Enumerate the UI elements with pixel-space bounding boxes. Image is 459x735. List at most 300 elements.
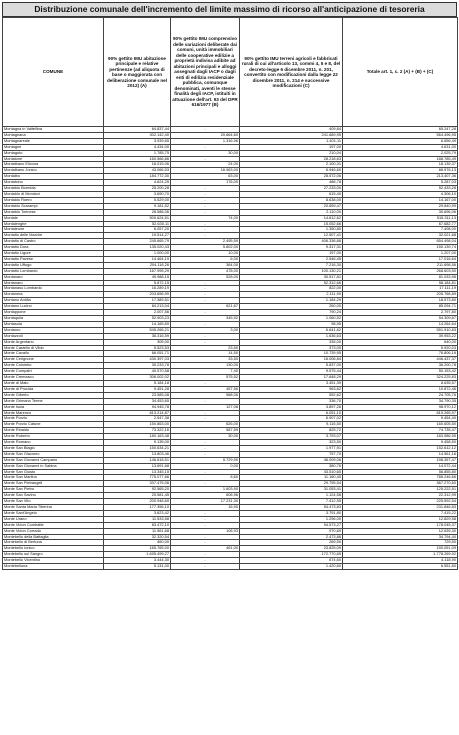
cell-col-c: 9.317,31 <box>240 245 343 251</box>
cell-totale: 54.309,67 <box>343 316 458 322</box>
cell-col-a: 306.002,02 <box>104 375 171 381</box>
cell-totale: 34.794,40 <box>343 534 458 540</box>
cell-comune: Montagna in Valtellina <box>3 127 104 133</box>
cell-totale: 551.910,83 <box>343 327 458 333</box>
cell-col-a: 11.533,58 <box>104 516 171 522</box>
cell-totale: 29.840,99 <box>343 203 458 209</box>
cell-totale: 654.498,04 <box>343 239 458 245</box>
cell-col-b: - <box>171 398 240 404</box>
cell-col-c: 1.296,00 <box>240 516 343 522</box>
cell-col-a: 203.656,99 <box>104 292 171 298</box>
cell-col-c: 210,04 <box>240 150 343 156</box>
cell-totale: 183.986,55 <box>343 434 458 440</box>
cell-col-a: 84.213,04 <box>104 304 171 310</box>
cell-comune: Montagnana <box>3 132 104 138</box>
cell-col-b: 478,00 <box>171 268 240 274</box>
cell-col-c: 8.638,00 <box>240 197 343 203</box>
cell-totale: 225.592,54 <box>343 499 458 505</box>
cell-col-a: 11.561,68 <box>104 528 171 534</box>
cell-comune: Montano Antilia <box>3 298 104 304</box>
cell-col-a: 9.181,52 <box>104 203 171 209</box>
cell-col-b: - <box>171 209 240 215</box>
cell-comune: Monte Porzio Catone <box>3 422 104 428</box>
cell-col-c: 790,24 <box>240 310 343 316</box>
cell-col-b: - <box>171 558 240 564</box>
cell-col-a: 73.322,16 <box>104 428 171 434</box>
cell-col-a: 305,00 <box>104 339 171 345</box>
cell-col-b: 63,00 <box>171 174 240 180</box>
cell-col-a: 40.570,58 <box>104 369 171 375</box>
cell-col-a: 184.772,30 <box>104 174 171 180</box>
cell-col-c: 757,70 <box>240 451 343 457</box>
cell-col-b: - <box>171 534 240 540</box>
cell-comune: Montalto Pavese <box>3 256 104 262</box>
cell-totale: 22.312,99 <box>343 493 458 499</box>
cell-col-c: 373,00 <box>240 345 343 351</box>
cell-comune: Monte Rinaldo <box>3 428 104 434</box>
cell-totale: 12.829,58 <box>343 516 458 522</box>
cell-col-c: 15.052,66 <box>240 221 343 227</box>
cell-comune: Montaione <box>3 156 104 162</box>
cell-totale: 188.785,49 <box>343 156 458 162</box>
cell-col-b: - <box>171 144 240 150</box>
cell-totale: 74.735,47 <box>343 428 458 434</box>
cell-col-c: 94.573,27 <box>240 522 343 528</box>
cell-col-c: 100.130,21 <box>240 268 343 274</box>
cell-col-b: - <box>171 469 240 475</box>
cell-totale: 4.118,90 <box>343 558 458 564</box>
cell-totale: 14.167,00 <box>343 197 458 203</box>
cell-col-a: 1.785,75 <box>104 150 171 156</box>
cell-col-a: 165.765,00 <box>104 546 171 552</box>
cell-col-c: 269,50 <box>240 540 343 546</box>
cell-comune: Monte Porzio <box>3 416 104 422</box>
cell-col-b: 626,00 <box>171 422 240 428</box>
cell-comune: Montagnareale <box>3 138 104 144</box>
cell-col-a: 16.015,06 <box>104 162 171 168</box>
cell-comune: Monte San Savino <box>3 493 104 499</box>
cell-col-a: 13.803,46 <box>104 451 171 457</box>
cell-totale: 30.696,06 <box>343 209 458 215</box>
cell-col-c: 5.837,00 <box>240 363 343 369</box>
cell-totale: 178.045,37 <box>343 522 458 528</box>
cell-col-b: 14,50 <box>171 351 240 357</box>
cell-col-c: 172.770,65 <box>240 552 343 558</box>
cell-col-c: 12.507,41 <box>240 233 343 239</box>
cell-comune: Montazzoli <box>3 333 104 339</box>
cell-col-c: 2.100,31 <box>240 162 343 168</box>
cell-col-b: - <box>171 440 240 446</box>
cell-totale: 2.797,80 <box>343 310 458 316</box>
cell-comune: Montebello Vicentino <box>3 558 104 564</box>
cell-totale: 7.415,22 <box>343 510 458 516</box>
cell-col-b: 2.495,59 <box>171 239 240 245</box>
cell-col-b: - <box>171 286 240 292</box>
cell-col-a: 5.523,53 <box>104 345 171 351</box>
cell-comune: Monte Roberto <box>3 434 104 440</box>
cell-comune: Montale <box>3 215 104 221</box>
cell-comune: Montaldo Torinese <box>3 209 104 215</box>
cell-col-c: 963,62 <box>240 386 343 392</box>
cell-totale: 66.976,13 <box>343 168 458 174</box>
cell-comune: Montalcino <box>3 180 104 186</box>
cell-totale: 32.021,68 <box>343 233 458 239</box>
cell-col-b: - <box>171 564 240 570</box>
cell-totale: 198.357,47 <box>343 457 458 463</box>
cell-totale: 98.970,12 <box>343 404 458 410</box>
cell-col-b: 130,00 <box>171 363 240 369</box>
cell-col-c: 2.546,45 <box>240 256 343 262</box>
cell-col-a: 2.007,56 <box>104 310 171 316</box>
cell-comune: Monte Isola <box>3 404 104 410</box>
cell-comune: Monte Santa Maria Tiberina <box>3 505 104 511</box>
cell-col-a: 52.630,11 <box>104 221 171 227</box>
cell-col-b: 127,08 <box>171 404 240 410</box>
cell-col-b: - <box>171 552 240 558</box>
cell-col-a: 167.995,29 <box>104 268 171 274</box>
cell-col-c: 1.350,80 <box>240 227 343 233</box>
cell-totale: 8.635,57 <box>343 380 458 386</box>
cell-comune: Monte Grimano Terme <box>3 398 104 404</box>
cell-totale: 213.407,36 <box>343 174 458 180</box>
cell-col-c: 31.053,41 <box>240 487 343 493</box>
cell-totale: 18.573,80 <box>343 298 458 304</box>
cell-comune: Montalto Lombardo <box>3 268 104 274</box>
cell-totale: 190.051,09 <box>343 546 458 552</box>
cell-totale: 729,50 <box>343 540 458 546</box>
cell-col-c: 11.160,40 <box>240 475 343 481</box>
cell-totale: 14.264,64 <box>343 321 458 327</box>
cell-comune: Montanaro <box>3 274 104 280</box>
cell-col-b: - <box>171 292 240 298</box>
cell-col-b: 5.802,00 <box>171 245 240 251</box>
cell-col-c: 197,00 <box>240 144 343 150</box>
cell-col-a: 14.165,69 <box>104 321 171 327</box>
cell-col-b: - <box>171 410 240 416</box>
cell-col-a: 25.200,28 <box>104 186 171 192</box>
cell-col-a: 34.453,65 <box>104 398 171 404</box>
cell-col-c: 14.612,62 <box>240 215 343 221</box>
cell-comune: Montaldo Scarampi <box>3 203 104 209</box>
cell-col-c: 7.412,55 <box>240 499 343 505</box>
cell-comune: Monte San Vito <box>3 499 104 505</box>
cell-totale: 14.561,16 <box>343 451 458 457</box>
cell-totale: 446.437,37 <box>343 357 458 363</box>
cell-col-b: 23,50 <box>171 345 240 351</box>
cell-col-c: 6.907,02 <box>240 416 343 422</box>
cell-col-a: 83.472,10 <box>104 522 171 528</box>
cell-comune: Monte Cremasco <box>3 375 104 381</box>
cell-totale: 36.200,78 <box>343 363 458 369</box>
cell-col-b: - <box>171 321 240 327</box>
cell-totale: 6.656,49 <box>343 138 458 144</box>
cell-col-a: 28.586,06 <box>104 209 171 215</box>
cell-col-b: - <box>171 522 240 528</box>
cell-col-c: 486,78 <box>240 180 343 186</box>
cell-col-b: 345,92 <box>171 316 240 322</box>
cell-totale: 85.094,71 <box>343 304 458 310</box>
cell-col-c: 615,40 <box>240 191 343 197</box>
cell-col-c: 6.641,62 <box>240 327 343 333</box>
cell-totale: 10.872,46 <box>343 386 458 392</box>
cell-col-b: - <box>171 203 240 209</box>
cell-col-a: 813.214,87 <box>104 410 171 416</box>
cell-col-b: - <box>171 310 240 316</box>
cell-col-b: - <box>171 221 240 227</box>
cell-comune: Montaldo di Mondovì <box>3 191 104 197</box>
cell-col-b: - <box>171 510 240 516</box>
cell-col-b: - <box>171 445 240 451</box>
cell-totale: 52.433,28 <box>343 186 458 192</box>
cell-col-b: 16.963,00 <box>171 168 240 174</box>
cell-col-a: 150.863,00 <box>104 422 171 428</box>
cell-totale: 2.025,79 <box>343 150 458 156</box>
cell-col-b: 1.603,90 <box>171 487 240 493</box>
cell-comune: Montaldo Roero <box>3 197 104 203</box>
cell-col-b: - <box>171 280 240 286</box>
cell-col-c: 9.116,50 <box>240 422 343 428</box>
cell-col-c: 380,76 <box>240 463 343 469</box>
cell-col-b: 24,00 <box>171 162 240 168</box>
cell-col-a: 146.618,51 <box>104 457 171 463</box>
cell-comune: Montanaso Lombardo <box>3 286 104 292</box>
cell-col-b: 621,67 <box>171 304 240 310</box>
cell-comune: Monte Cerignone <box>3 357 104 363</box>
cell-col-c: 6.051,10 <box>240 410 343 416</box>
cell-col-c: 2.473,86 <box>240 534 343 540</box>
cell-totale: 7.408,00 <box>343 227 458 233</box>
cell-col-a: 14.464,19 <box>104 256 171 262</box>
cell-col-a: 177.356,10 <box>104 505 171 511</box>
cell-col-a: 17.389,51 <box>104 298 171 304</box>
cell-col-b: - <box>171 191 240 197</box>
cell-totale: 515.311,13 <box>343 215 458 221</box>
cell-col-a: 38.316,59 <box>104 333 171 339</box>
cell-col-b: 33,50 <box>171 357 240 363</box>
cell-comune: Montaleone <box>3 227 104 233</box>
cell-totale: 231.846,83 <box>343 505 458 511</box>
cell-comune: Monte Romano <box>3 440 104 446</box>
cell-comune: Montano Lucino <box>3 304 104 310</box>
cell-comune: Monte Argentario <box>3 339 104 345</box>
cell-col-c: 3.451,39 <box>240 380 343 386</box>
cell-totale: 76.806,16 <box>343 351 458 357</box>
cell-comune: Monte Colombo <box>3 363 104 369</box>
cell-col-a: 5.184,18 <box>104 380 171 386</box>
cell-col-a: 160.566,86 <box>104 156 171 162</box>
cell-col-a: 9.135,00 <box>104 440 171 446</box>
cell-col-b: - <box>171 298 240 304</box>
cell-comune: Montanaro <box>3 280 104 286</box>
header-col-b: 90% gettito IMU comprensivo delle variazioni deliberate dai comuni, unità immobiliari delle cooperative edilizie a proprietà indivisa adibite ad abitazioni principali e alloggi assegnati dagli IACP o dagli enti di edilizia residenziale pubblica, comunque denominati, aventi le stesse finalità degli IACP, istituiti in attuazione dell'art. 93 del DPR 616/1977 (B) <box>171 18 240 127</box>
cell-col-c: 825,72 <box>240 428 343 434</box>
cell-totale: 14.072,44 <box>343 463 458 469</box>
cell-comune: Montalbo <box>3 174 104 180</box>
cell-col-a: 1.000,00 <box>104 251 171 257</box>
cell-col-b: 17.231,30 <box>171 499 240 505</box>
cell-comune: Monte San Giacomo <box>3 451 104 457</box>
cell-totale: 12.639,30 <box>343 528 458 534</box>
cell-col-b: 7,40 <box>171 369 240 375</box>
cell-totale: 17.111,19 <box>343 286 458 292</box>
header-comune: COMUNE <box>3 18 104 127</box>
cell-totale: 5.287,03 <box>343 180 458 186</box>
cell-col-c: 241.689,95 <box>240 132 343 138</box>
cell-col-a: 4.624,25 <box>104 180 171 186</box>
cell-col-c: 98,95 <box>240 321 343 327</box>
cell-col-a: 6.057,20 <box>104 227 171 233</box>
cell-col-b: - <box>171 227 240 233</box>
cell-totale: 367.270,60 <box>343 481 458 487</box>
cell-col-a: 430.397,03 <box>104 357 171 363</box>
cell-comune: Montasola <box>3 321 104 327</box>
cell-totale: 4.631,00 <box>343 144 458 150</box>
cell-col-c: 20.659,47 <box>240 203 343 209</box>
cell-col-c: 54.473,83 <box>240 505 343 511</box>
cell-col-c: 29.795,54 <box>240 481 343 487</box>
cell-col-c: 674,60 <box>240 558 343 564</box>
cell-totale: 324.225,83 <box>343 375 458 381</box>
cell-col-a: 180.163,48 <box>104 434 171 440</box>
cell-comune: Montalenghe <box>3 221 104 227</box>
cell-col-a: 302.142,40 <box>104 132 171 138</box>
cell-col-b: 568,06 <box>171 392 240 398</box>
cell-col-c: 28.218,63 <box>240 156 343 162</box>
cell-comune: Montaguto <box>3 150 104 156</box>
cell-col-b: 587,59 <box>171 428 240 434</box>
cell-comune: Monte San Giusto <box>3 469 104 475</box>
cell-comune: Montebello Ionico <box>3 546 104 552</box>
cell-col-c: 46.009,06 <box>240 457 343 463</box>
cell-comune: Montaldo Bormida <box>3 186 104 192</box>
cell-comune: Monte Compatri <box>3 369 104 375</box>
cell-col-a: 5.529,00 <box>104 197 171 203</box>
cell-col-b: 74,00 <box>171 215 240 221</box>
cell-comune: Monte Giberto <box>3 392 104 398</box>
cell-col-b: - <box>171 197 240 203</box>
cell-col-a: 64.837,44 <box>104 127 171 133</box>
cell-col-a: 13.345,15 <box>104 469 171 475</box>
cell-col-a: 3.690,70 <box>104 191 171 197</box>
cell-comune: Monte San Pietro <box>3 487 104 493</box>
cell-comune: Monte Urano <box>3 516 104 522</box>
cell-col-c: 16.006,84 <box>240 357 343 363</box>
distribution-table <box>2 17 458 570</box>
cell-col-b: 106,93 <box>171 528 240 534</box>
cell-col-b: 575,52 <box>171 375 240 381</box>
cell-col-c: 2.110,00 <box>240 209 343 215</box>
cell-totale: 58.184,81 <box>343 280 458 286</box>
table-header-row <box>3 18 458 127</box>
cell-totale: 9.458,50 <box>343 440 458 446</box>
cell-col-b: 10,00 <box>171 251 240 257</box>
cell-comune: Monte Vidon Combatte <box>3 522 104 528</box>
cell-col-b: 6,00 <box>171 256 240 262</box>
cell-col-a: 3.623,42 <box>104 510 171 516</box>
cell-comune: Monte Cavallo <box>3 351 104 357</box>
cell-col-c: 6.946,60 <box>240 168 343 174</box>
cell-col-a: 150.634,21 <box>104 445 171 451</box>
cell-comune: Montalto di Castro <box>3 239 104 245</box>
cell-col-c: 822,00 <box>240 286 343 292</box>
cell-comune: Montalto Uffugo <box>3 262 104 268</box>
cell-col-b: 176,00 <box>171 180 240 186</box>
cell-comune: Monte Marenzo <box>3 410 104 416</box>
cell-col-a: 200.948,69 <box>104 499 171 505</box>
cell-comune: Monte di Procida <box>3 386 104 392</box>
cell-col-a: 460,00 <box>104 540 171 546</box>
cell-col-b: 0,00 <box>171 463 240 469</box>
cell-comune: Monte di Malo <box>3 380 104 386</box>
cell-totale: 205.768,89 <box>343 292 458 298</box>
cell-col-c: 336,70 <box>240 398 343 404</box>
cell-col-b: - <box>171 380 240 386</box>
cell-col-a: 3.939,65 <box>104 138 171 144</box>
cell-comune: Montanera <box>3 292 104 298</box>
cell-totale: 56.855,80 <box>343 469 458 475</box>
cell-col-c: 970,69 <box>240 528 343 534</box>
cell-comune: Montebello della Battaglia <box>3 534 104 540</box>
cell-comune: Montalto delle Marche <box>3 233 104 239</box>
cell-totale: 819.265,97 <box>343 410 458 416</box>
cell-col-a: 4.434,00 <box>104 144 171 150</box>
cell-comune: Monte Castello di Vibio <box>3 345 104 351</box>
cell-comune: Montauro <box>3 327 104 333</box>
cell-col-b: - <box>171 333 240 339</box>
cell-col-c: 1.420,60 <box>240 564 343 570</box>
cell-col-b: 3,00 <box>171 327 240 333</box>
cell-col-a: 30.233,78 <box>104 363 171 369</box>
cell-col-b: 528,00 <box>171 274 240 280</box>
cell-totale: 6.551,60 <box>343 564 458 570</box>
cell-col-c: 197,00 <box>240 251 343 257</box>
cell-col-c: 7.216,30 <box>240 262 343 268</box>
cell-col-c: 552,62 <box>240 392 343 398</box>
cell-col-c: 1.401,11 <box>240 138 343 144</box>
cell-totale: 65.247,28 <box>343 127 458 133</box>
cell-col-a: 94.945,78 <box>104 404 171 410</box>
cell-col-a: 52.903,23 <box>104 316 171 322</box>
cell-col-a: 545.266,21 <box>104 327 171 333</box>
cell-col-c: 9.575,44 <box>240 369 343 375</box>
cell-col-c: 28.572,06 <box>240 174 343 180</box>
cell-col-b: - <box>171 339 240 345</box>
cell-totale: 4.306,10 <box>343 191 458 197</box>
cell-comune: Montagne <box>3 144 104 150</box>
cell-col-a: 66.051,71 <box>104 351 171 357</box>
cell-totale: 150.139,74 <box>343 245 458 251</box>
cell-col-a: 32.320,54 <box>104 534 171 540</box>
cell-totale: 125.222,51 <box>343 487 458 493</box>
cell-comune: Montebello di Bertona <box>3 540 104 546</box>
cell-comune: Montebelluna <box>3 564 104 570</box>
cell-col-b: 8,60 <box>171 475 240 481</box>
cell-comune: Montebello sul Sangro <box>3 552 104 558</box>
cell-totale: 17.016,64 <box>343 256 458 262</box>
cell-col-c: 406.336,66 <box>240 239 343 245</box>
cell-col-b: - <box>171 451 240 457</box>
cell-totale: 67.682,77 <box>343 221 458 227</box>
cell-col-a: 92.565,20 <box>104 487 171 493</box>
table-row <box>3 564 458 570</box>
cell-col-b: 30,00 <box>171 150 240 156</box>
cell-col-c: 52.312,66 <box>240 280 343 286</box>
cell-comune: Monte San Giovanni in Sabina <box>3 463 104 469</box>
cell-col-a: 16.289,19 <box>104 286 171 292</box>
cell-col-b: - <box>171 416 240 422</box>
cell-col-c: 335,00 <box>240 339 343 345</box>
cell-col-a: 43.066,53 <box>104 168 171 174</box>
